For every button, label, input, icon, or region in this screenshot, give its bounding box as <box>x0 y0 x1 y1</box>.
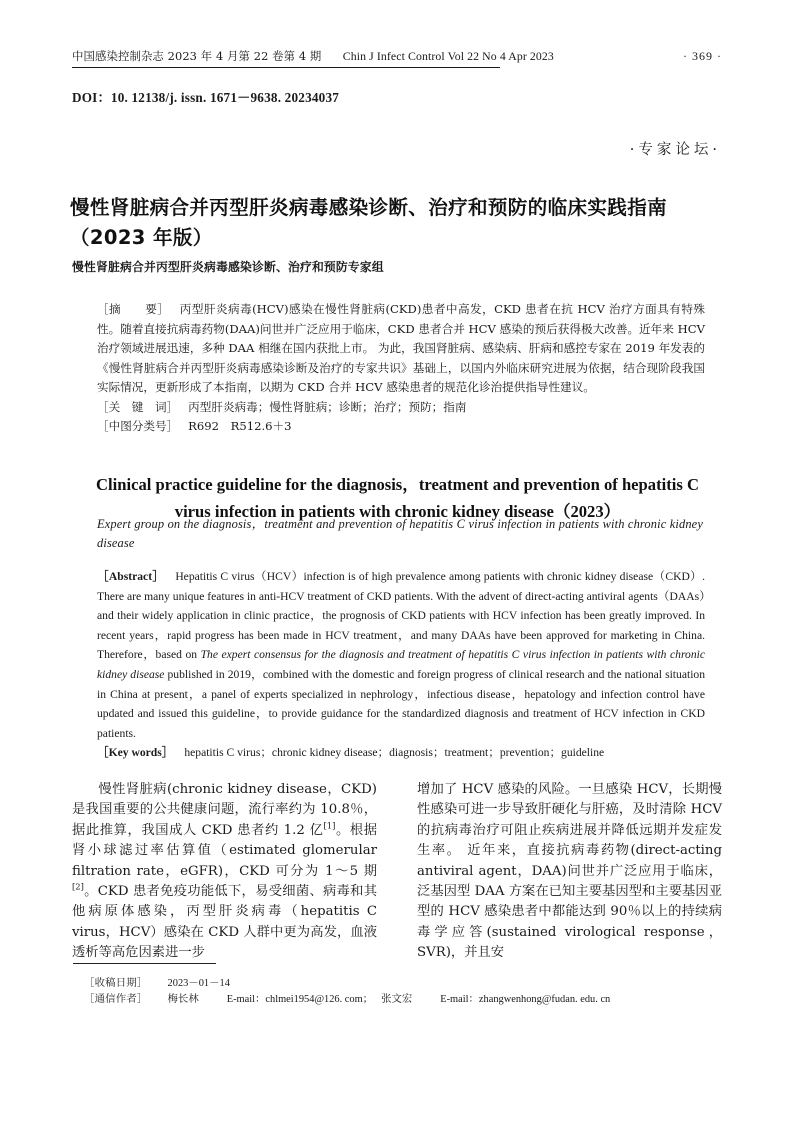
body-left-part2: 。根据肾小球滤过率估算值（estimated glomerular filtration rate，eGFR)，CKD 可分为 1～5 期 <box>72 822 377 879</box>
corresponding-author-1-email-label: E-mail： <box>226 993 266 1005</box>
keywords-en-label: ［Key words］ <box>97 746 174 760</box>
keywords-en-paragraph <box>97 743 705 763</box>
footnote-corresponding-row <box>84 992 724 1008</box>
abstract-cn-block <box>97 300 705 437</box>
corresponding-author-1-email[interactable]: chlmei1954@126. com； <box>265 993 374 1005</box>
keywords-cn-paragraph <box>97 398 705 418</box>
doi-line: DOI：10. 12138/j. issn. 1671－9638. 20234037 <box>72 90 340 105</box>
keywords-en-text: hepatitis C virus；chronic kidney disease；diagnosis；treatment；prevention；guideline <box>184 746 605 760</box>
body-left-part1: 慢性肾脏病(chronic kidney disease，CKD)是我国重要的公共健康问题，流行率约为 10.8％，据此推算，我国成人 CKD 患者约 1.2 亿 <box>72 782 377 838</box>
abstract-en-cited-title: The expert consensus for the diagnosis and treatment of hepatitis C virus infection in patients with chronic kidney disease <box>97 648 705 681</box>
clc-cn-text: R692 R512.6＋3 <box>188 419 292 433</box>
keywords-cn-text: 丙型肝炎病毒；慢性肾脏病；诊断；治疗；预防；指南 <box>188 399 467 414</box>
abstract-en-text-part1: Hepatitis C virus（HCV）infection is of high prevalence among patients with chronic kidney disease（CKD）. There are many unique features in anti-HCV treatment of CKD patients. With the advent of direct-acting antiviral agents（DAAs）and their widely application in clinic practice，the prognosis of CKD patients with HCV infection has been greatly improved. In recent years，rapid progress has been made in HCV treatment，and many DAAs have been approved for marketing in China. Therefore，based on <box>97 570 705 662</box>
abstract-en-text-part2: published in 2019，combined with the domestic and foreign progress of clinical research and the national situation in China at present，a panel of experts specialized in nephrology，infectious disease，hepatology and infection control have updated and issued this guideline，to provide guidance for the standardized diagnosis and treatment of HCV infection in CKD patients. <box>97 667 706 740</box>
body-left-part3: 。CKD 患者免疫功能低下，易受细菌、病毒和其他病原体感染，丙型肝炎病毒（hepatitis C virus，HCV）感染在 CKD 人群中更为高发，血液透析等高危因素进一步 <box>72 884 377 961</box>
received-date-label: ［收稿日期］ <box>84 977 148 989</box>
abstract-en-paragraph <box>97 567 705 743</box>
page-number: · 369 · <box>683 49 722 63</box>
reference-marker-1: [1] <box>323 820 336 831</box>
corresponding-author-2-email-label: E-mail： <box>440 993 479 1005</box>
authors-en: Expert group on the diagnosis，treatment and prevention of hepatitis C virus infection in patients with chronic kidney disease <box>97 517 703 550</box>
abstract-en-label: ［Abstract］ <box>97 570 165 583</box>
received-date-value: 2023－01－14 <box>167 978 230 989</box>
abstract-cn-paragraph <box>97 300 705 398</box>
corresponding-author-2-name: 张文宏 <box>381 992 413 1005</box>
reference-marker-2: [2] <box>72 881 84 892</box>
body-column-left <box>72 780 377 964</box>
running-head-journal-cn: 中国感染控制杂志 2023 年 4 月第 22 卷第 4 期 <box>72 49 322 63</box>
clc-cn-paragraph <box>97 417 705 437</box>
footnote-received-row <box>84 976 724 992</box>
body-paragraph-left <box>72 780 377 964</box>
body-columns <box>72 780 722 961</box>
footnote-block <box>84 976 724 1007</box>
body-column-right <box>417 780 722 964</box>
authors-cn: 慢性肾脏病合并丙型肝炎病毒感染诊断、治疗和预防专家组 <box>72 260 384 274</box>
body-paragraph-right: 增加了 HCV 感染的风险。一旦感染 HCV，长期慢性感染可进一步导致肝硬化与肝癌，及时清除 HCV 的抗病毒治疗可阻止疾病进展并降低远期并发症发生率。 近年来，直接抗病毒药物(direct-acting antiviral agent，DAA)问世并广泛应用于临床，泛基因型 DAA 方案在已知主要基因型和主要基因亚型的 HCV 感染患者中都能达到 90％以上的持续病毒学应答(sustained virological response，SVR)，并且安 <box>417 782 722 961</box>
page-title-cn: 慢性肾脏病合并丙型肝炎病毒感染诊断、治疗和预防的临床实践指南（2023 年版） <box>70 196 668 250</box>
running-head <box>72 48 722 70</box>
corresponding-author-1-name: 梅长林 <box>167 992 199 1005</box>
clc-cn-label: ［中图分类号］ <box>97 419 179 433</box>
footnote-separator-rule <box>73 963 216 964</box>
abstract-en-block <box>97 567 705 763</box>
page-title-en: Clinical practice guideline for the diagnosis，treatment and prevention of hepatitis C virus infection in patients with chronic kidney disease（2023） <box>96 474 699 521</box>
running-head-journal <box>72 48 554 64</box>
running-head-rule <box>72 67 500 68</box>
abstract-cn-label: ［摘 要］ <box>97 302 170 316</box>
abstract-cn-text: 丙型肝炎病毒(HCV)感染在慢性肾脏病(CKD)患者中高发，CKD 患者在抗 HCV 治疗方面具有特殊性。随着直接抗病毒药物(DAA)问世并广泛应用于临床，CKD 患者合并 HCV 感染的预后获得极大改善。近年来 HCV 治疗领域进展迅速，多种 DAA 相继在国内获批上市。 为此，我国肾脏病、感染病、肝病和感控专家在 2019 年发表的《慢性肾脏病合并丙型肝炎病毒感染诊断及治疗的专家共识》基础上，以国内外临床研究进展为依据，结合现阶段我国实际情况，更新形成了本指南，以期为 CKD 合并 HCV 感染患者的规范化诊治提供指导性建议。 <box>97 302 705 394</box>
running-head-journal-en: Chin J Infect Control Vol 22 No 4 Apr 2023 <box>342 49 554 63</box>
column-head-label: ·专家论坛· <box>629 142 721 158</box>
keywords-cn-label: ［关 键 词］ <box>97 399 179 414</box>
corresponding-author-label: ［通信作者］ <box>84 992 148 1005</box>
corresponding-author-2-email[interactable]: zhangwenhong@fudan. edu. cn <box>478 993 611 1005</box>
